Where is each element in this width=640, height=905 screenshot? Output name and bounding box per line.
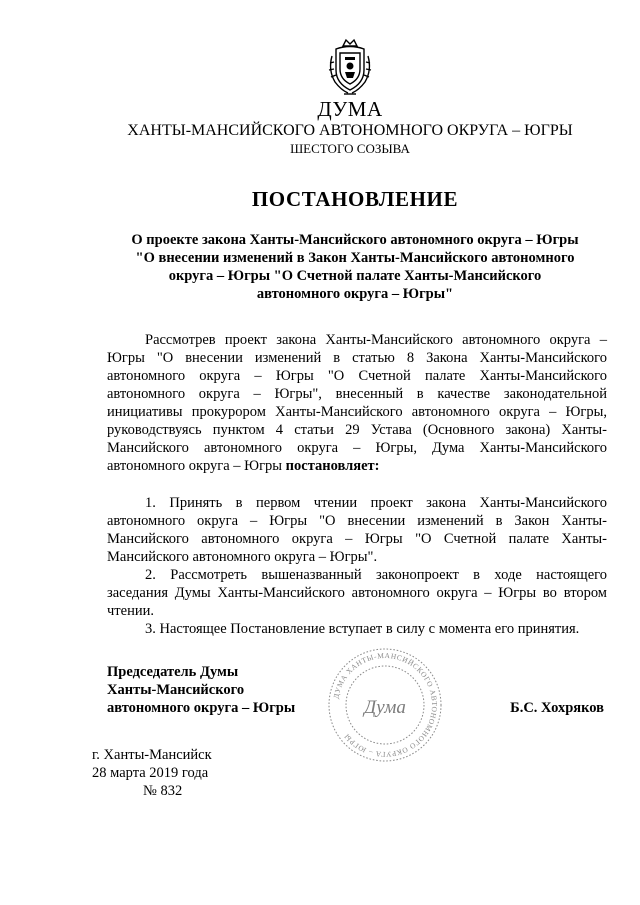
subject-line: О проекте закона Ханты-Мансийского автономного округа – Югры [131,232,579,248]
document-footer [92,746,212,800]
preamble-paragraph [107,331,607,475]
signer-position-line: автономного округа – Югры [107,700,296,716]
decision-item: 3. Настоящее Постановление вступает в силу с момента его принятия. [145,621,580,637]
decision-item: 1. Принять в первом чтении проект закона Ханты-Мансийского автономного округа – Югры "О внесении изменений в Закон Ханты-Мансийского автономного округа – Югры "О Счетной палате Ханты-Мансийского автономного округа – Югры". [107,495,607,565]
date: 28 марта 2019 года [92,765,209,781]
signer-position [107,663,295,717]
signer-position-line: Председатель Думы [107,664,239,680]
document-subject [110,231,600,303]
institution-name: ДУМА [317,97,383,121]
region-name: ХАНТЫ-МАНСИЙСКОГО АВТОНОМНОГО ОКРУГА – ЮГРЫ [127,122,573,139]
convocation: ШЕСТОГО СОЗЫВА [290,141,410,156]
document-body [107,331,607,638]
document-header [0,98,640,157]
subject-line: округа – Югры "О Счетной палате Ханты-Мансийского [168,268,542,284]
coat-of-arms-icon [326,36,374,98]
preamble-decision: постановляет: [285,458,380,474]
seal-center-text: Дума [364,697,406,718]
seal-ring-text: ДУМА ХАНТЫ-МАНСИЙСКОГО АВТОНОМНОГО ОКРУГА – ЮГРЫ [331,650,440,760]
signer-name: Б.С. Хохряков [510,700,604,716]
document-number: № 832 [143,783,183,799]
subject-line: автономного округа – Югры" [256,286,454,302]
signer-position-line: Ханты-Мансийского [107,682,245,698]
subject-line: "О внесении изменений в Закон Ханты-Мансийского автономного [135,250,575,266]
decision-item: 2. Рассмотреть вышеназванный законопроект в ходе настоящего заседания Думы Ханты-Мансийского автономного округа – Югры во втором чтении. [107,567,607,619]
place: г. Ханты-Мансийск [92,747,212,763]
document-type: ПОСТАНОВЛЕНИЕ [251,187,459,211]
official-seal-icon [326,646,444,764]
preamble-text: Рассмотрев проект закона Ханты-Мансийского автономного округа – Югры "О внесении изменений в статью 8 Закона Ханты-Мансийского автономного округа – Югры "О Счетной палате Ханты-Мансийского автономного округа – Югры", внесенный в качестве законодательной инициативы прокурором Ханты-Мансийского автономного округа – Югры, руководствуясь пунктом 4 статьи 29 Устава (Основного закона) Ханты-Мансийского автономного округа – Югры, Дума Ханты-Мансийского автономного округа – Югры [107,332,607,474]
